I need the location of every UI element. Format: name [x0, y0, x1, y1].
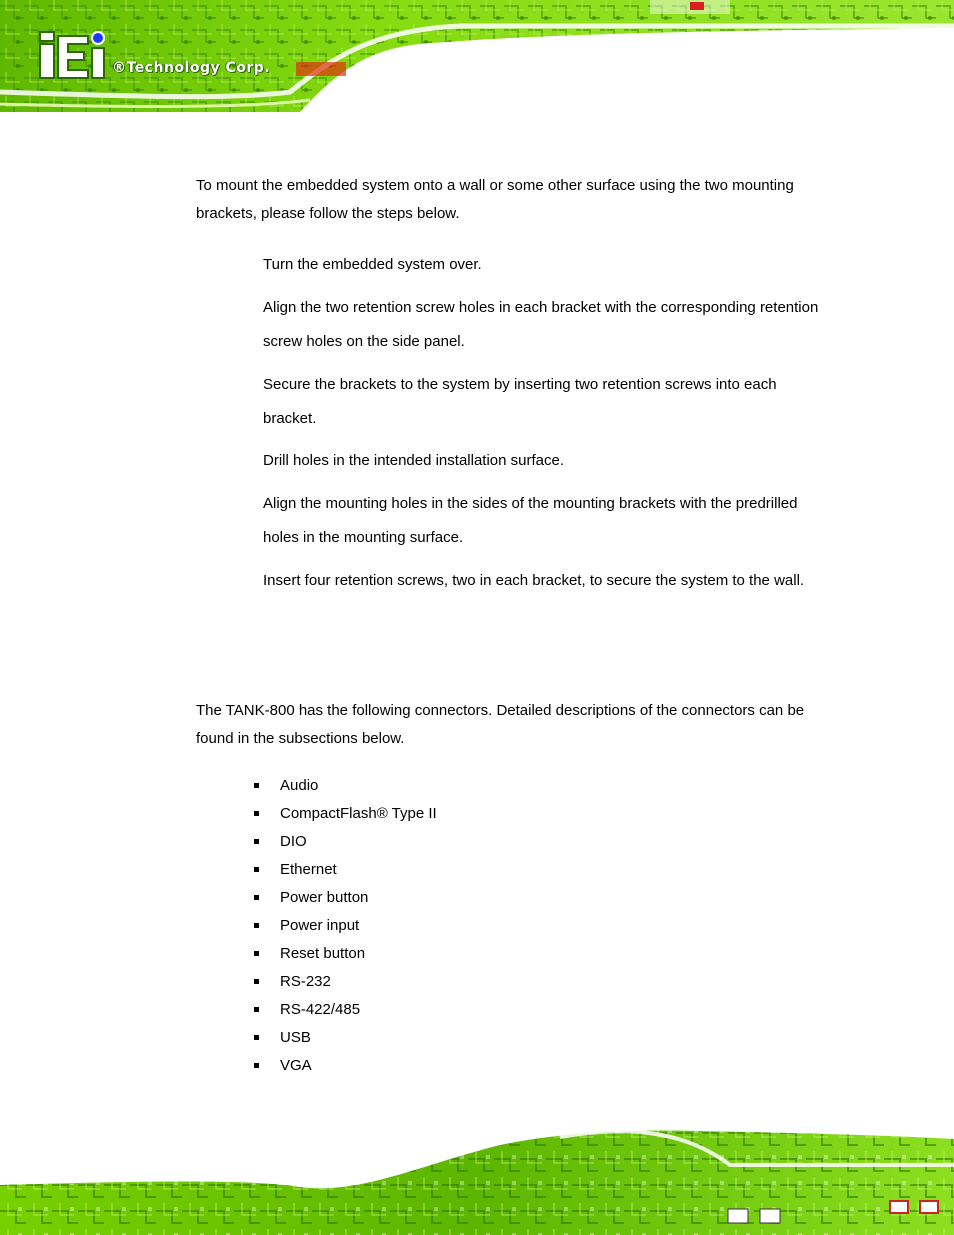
list-item [250, 884, 437, 912]
list-item [250, 940, 437, 968]
list-item [250, 800, 437, 828]
connector-label: USB [280, 1029, 311, 1046]
list-item [250, 968, 437, 996]
list-item [250, 1024, 437, 1052]
list-item [250, 856, 437, 884]
mounting-step-1: Turn the embedded system over. [263, 256, 482, 273]
bullet-square-icon [254, 951, 259, 956]
list-item [250, 996, 437, 1024]
list-item [250, 772, 437, 800]
bullet-square-icon [254, 895, 259, 900]
bullet-square-icon [254, 1035, 259, 1040]
connectors-intro-paragraph: The TANK-800 has the following connectors. Detailed descriptions of the connectors can be found in the subsections below. [196, 702, 805, 747]
bullet-square-icon [254, 783, 259, 788]
bullet-square-icon [254, 979, 259, 984]
mounting-step-3: Secure the brackets to the system by inserting two retention screws into each bracket. [263, 376, 777, 427]
bullet-square-icon [254, 1063, 259, 1068]
mounting-step-6: Insert four retention screws, two in each bracket, to secure the system to the wall. [263, 572, 805, 589]
mounting-step-4: Drill holes in the intended installation surface. [263, 452, 565, 469]
footer-circuit-banner [0, 1125, 954, 1235]
connector-label: Power input [280, 917, 360, 934]
connector-label: VGA [280, 1057, 312, 1074]
list-item [250, 828, 437, 856]
company-tagline: ®Technology Corp. [112, 60, 271, 76]
bullet-square-icon [254, 839, 259, 844]
mounting-step-5: Align the mounting holes in the sides of the mounting brackets with the predrilled holes in the mounting surface. [263, 495, 798, 546]
connector-label: RS-232 [280, 973, 331, 990]
connectors-list [250, 772, 437, 1080]
mounting-step-2: Align the two retention screw holes in each bracket with the corresponding retention screw holes on the side panel. [263, 299, 819, 350]
connector-label: Audio [280, 777, 319, 794]
bullet-square-icon [254, 811, 259, 816]
list-item [250, 912, 437, 940]
connector-label: Power button [280, 889, 369, 906]
bullet-square-icon [254, 1007, 259, 1012]
connector-label: RS-422/485 [280, 1001, 361, 1018]
connector-label: DIO [280, 833, 307, 850]
list-item [250, 1052, 437, 1080]
iei-logo-mark [36, 30, 116, 80]
bullet-square-icon [254, 867, 259, 872]
bullet-square-icon [254, 923, 259, 928]
connector-label: CompactFlash® Type II [280, 805, 437, 822]
mounting-intro-paragraph: To mount the embedded system onto a wall or some other surface using the two mounting brackets, please follow the steps below. [196, 177, 794, 222]
connector-label: Ethernet [280, 861, 337, 878]
connector-label: Reset button [280, 945, 366, 962]
